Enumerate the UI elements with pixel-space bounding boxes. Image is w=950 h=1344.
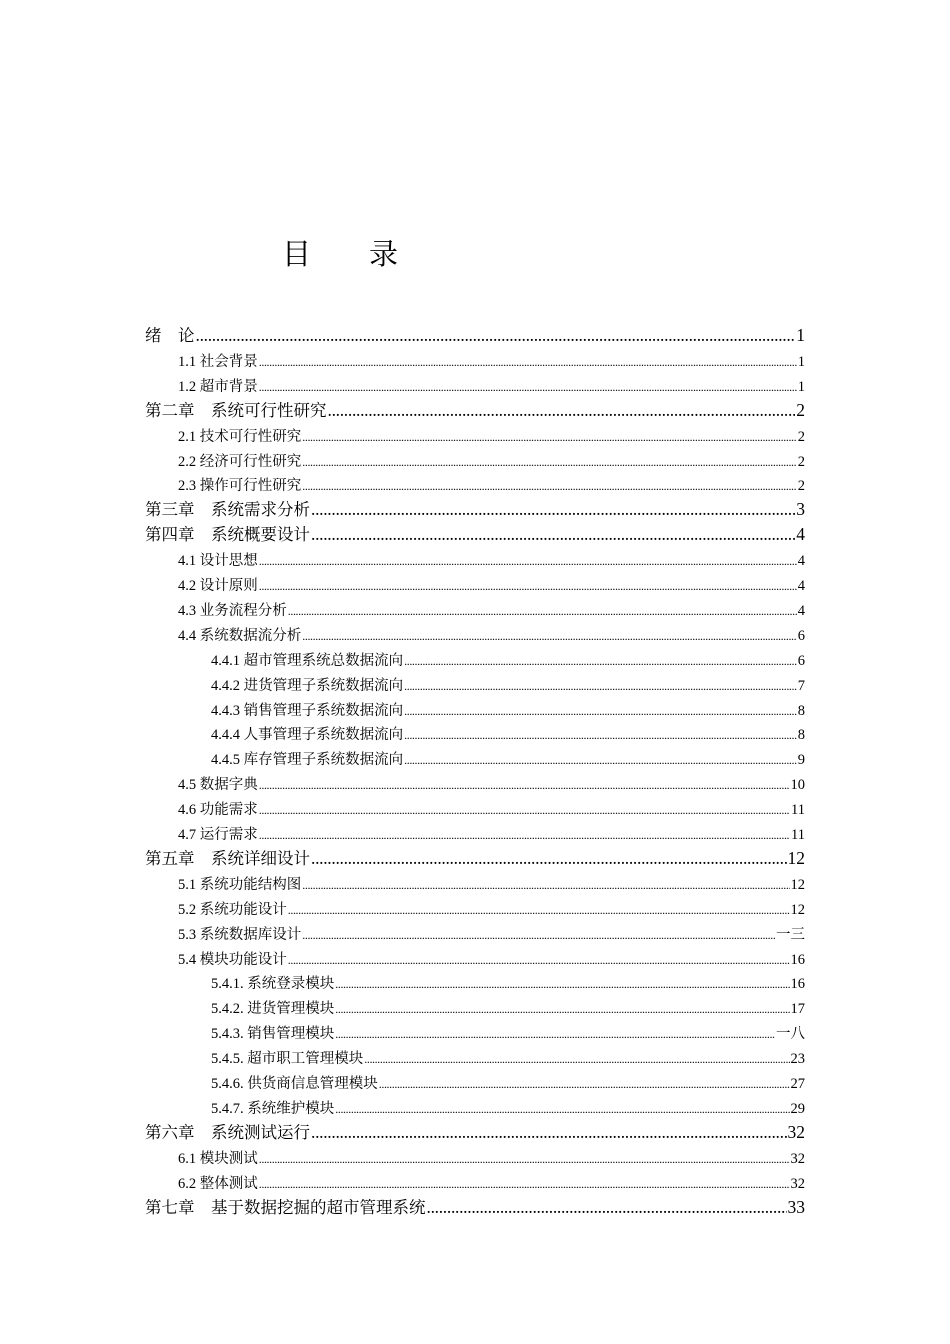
toc-entry-page: 4 bbox=[797, 553, 805, 570]
toc-entry-page: 6 bbox=[797, 652, 805, 669]
toc-entry-page: 4 bbox=[796, 524, 805, 545]
toc-dot-leader bbox=[311, 499, 795, 520]
toc-entry-label: 4.4.1 超市管理系统总数据流向 bbox=[211, 652, 404, 669]
toc-entry[interactable] bbox=[0, 872, 950, 897]
toc-entry-label: 4.4 系统数据流分析 bbox=[178, 627, 302, 644]
toc-entry[interactable] bbox=[0, 1146, 950, 1171]
toc-entry[interactable] bbox=[0, 1046, 950, 1071]
toc-entry-label: 4.4.4 人事管理子系统数据流向 bbox=[211, 727, 404, 744]
toc-entry[interactable] bbox=[0, 1021, 950, 1046]
toc-dot-leader bbox=[335, 1002, 789, 1017]
toc-dot-leader bbox=[328, 400, 796, 421]
toc-entry-page: 2 bbox=[797, 453, 805, 470]
toc-entry[interactable] bbox=[0, 473, 950, 498]
toc-dot-leader bbox=[302, 455, 797, 470]
toc-entry-page: 1 bbox=[797, 378, 805, 395]
toc-entry-page: 4 bbox=[797, 578, 805, 594]
toc-entry[interactable] bbox=[0, 598, 950, 623]
toc-dot-leader bbox=[288, 953, 790, 968]
toc-entry[interactable] bbox=[0, 922, 950, 947]
toc-entry[interactable] bbox=[0, 399, 950, 424]
toc-entry-page: 8 bbox=[797, 727, 805, 744]
toc-entry-label: 2.2 经济可行性研究 bbox=[178, 453, 302, 470]
toc-entry-page: 2 bbox=[797, 428, 805, 445]
toc-entry-label: 第三章 系统需求分析 bbox=[145, 500, 310, 520]
toc-entry-label: 第七章 基于数据挖掘的超市管理系统 bbox=[145, 1197, 426, 1217]
toc-entry-page: 6 bbox=[797, 627, 805, 644]
toc-entry-page: 12 bbox=[790, 876, 805, 893]
toc-entry-label: 1.2 超市背景 bbox=[178, 378, 258, 395]
toc-dot-leader bbox=[404, 753, 797, 768]
toc-dot-leader bbox=[259, 554, 797, 569]
toc-entry-page: 一三 bbox=[776, 926, 805, 943]
toc-dot-leader bbox=[302, 878, 789, 893]
toc-entry-page: 32 bbox=[790, 1175, 805, 1192]
toc-entry-page: 10 bbox=[790, 777, 805, 794]
toc-entry-page: 1 bbox=[797, 353, 805, 370]
toc-entry-label: 2.1 技术可行性研究 bbox=[178, 428, 302, 445]
toc-entry-page: 2 bbox=[796, 399, 805, 420]
toc-entry-page: 33 bbox=[787, 1196, 805, 1217]
toc-entry[interactable] bbox=[0, 947, 950, 972]
toc-entry-page: 12 bbox=[790, 901, 805, 918]
toc-entry-page: 23 bbox=[790, 1051, 805, 1068]
toc-entry-page: 8 bbox=[797, 702, 805, 719]
toc-dot-leader bbox=[259, 778, 790, 793]
toc-entry-label: 第六章 系统测试运行 bbox=[145, 1122, 310, 1142]
toc-entry[interactable] bbox=[0, 971, 950, 996]
toc-entry-label: 4.4.5 库存管理子系统数据流向 bbox=[211, 752, 404, 769]
toc-entry[interactable] bbox=[0, 747, 950, 772]
toc-entry[interactable] bbox=[0, 1096, 950, 1121]
toc-entry-page: 3 bbox=[796, 499, 805, 520]
toc-dot-leader bbox=[196, 325, 796, 346]
toc-entry-label: 4.1 设计思想 bbox=[178, 553, 258, 570]
toc-dot-leader bbox=[302, 629, 797, 644]
toc-dot-leader bbox=[288, 604, 797, 619]
toc-entry[interactable] bbox=[0, 897, 950, 922]
toc-entry-page: 11 bbox=[791, 827, 805, 843]
toc-entry[interactable] bbox=[0, 797, 950, 822]
toc-dot-leader bbox=[302, 430, 797, 445]
toc-entry-label: 第四章 系统概要设计 bbox=[145, 525, 310, 545]
toc-dot-leader bbox=[311, 524, 795, 545]
toc-entry-label: 6.1 模块测试 bbox=[178, 1150, 258, 1167]
toc-entry-label: 绪 论 bbox=[145, 326, 195, 345]
toc-entry[interactable] bbox=[0, 698, 950, 723]
toc-entry-label: 第二章 系统可行性研究 bbox=[145, 400, 327, 420]
toc-dot-leader bbox=[364, 1052, 789, 1067]
toc-entry[interactable] bbox=[0, 722, 950, 747]
toc-entry-label: 5.3 系统数据库设计 bbox=[178, 926, 302, 943]
toc-entry-label: 1.1 社会背景 bbox=[178, 353, 258, 370]
toc-dot-leader bbox=[288, 903, 790, 918]
toc-entry[interactable] bbox=[0, 648, 950, 673]
toc-entry[interactable] bbox=[0, 673, 950, 698]
toc-entry-label: 5.2 系统功能设计 bbox=[178, 901, 287, 918]
toc-entry-label: 5.4.1. 系统登录模块 bbox=[211, 976, 335, 993]
toc-entry-page: 2 bbox=[797, 478, 805, 495]
toc-entry[interactable] bbox=[0, 449, 950, 474]
toc-entry[interactable] bbox=[0, 1171, 950, 1196]
toc-entry[interactable] bbox=[0, 523, 950, 548]
toc-title: 目 录 bbox=[282, 237, 399, 271]
toc-entry-page: 1 bbox=[796, 325, 805, 345]
toc-entry[interactable] bbox=[0, 996, 950, 1021]
toc-entry[interactable] bbox=[0, 772, 950, 797]
toc-entry-page: 11 bbox=[791, 802, 805, 819]
toc-dot-leader bbox=[259, 1177, 790, 1192]
toc-entry-page: 29 bbox=[790, 1100, 805, 1117]
toc-entry[interactable] bbox=[0, 1196, 950, 1221]
toc-entry-page: 12 bbox=[787, 847, 805, 868]
toc-dot-leader bbox=[404, 704, 797, 719]
toc-entry-label: 5.4.5. 超市职工管理模块 bbox=[211, 1051, 364, 1068]
toc-dot-leader bbox=[259, 355, 797, 370]
toc-entry-page: 16 bbox=[790, 976, 805, 993]
toc-entry[interactable] bbox=[0, 623, 950, 648]
toc-entry-page: 4 bbox=[797, 602, 805, 619]
toc-dot-leader bbox=[259, 803, 790, 818]
toc-dot-leader bbox=[259, 1152, 790, 1167]
toc-entry-label: 5.4 模块功能设计 bbox=[178, 951, 287, 968]
toc-entry-page: 27 bbox=[790, 1076, 805, 1092]
toc-dot-leader bbox=[259, 380, 797, 395]
toc-entry[interactable] bbox=[0, 374, 950, 399]
toc-entry-label: 6.2 整体测试 bbox=[178, 1175, 258, 1192]
toc-dot-leader bbox=[379, 1077, 790, 1092]
toc-entry[interactable] bbox=[0, 1121, 950, 1146]
toc-entry[interactable] bbox=[0, 424, 950, 449]
toc-dot-leader bbox=[404, 654, 797, 669]
toc-dot-leader bbox=[404, 679, 797, 694]
toc-entry-label: 4.5 数据字典 bbox=[178, 777, 258, 794]
toc-entry-page: 17 bbox=[790, 1001, 805, 1018]
toc-entry-page: 9 bbox=[797, 752, 805, 769]
toc-dot-leader bbox=[311, 848, 787, 869]
toc-entry-page: 7 bbox=[797, 677, 805, 694]
toc-entry[interactable] bbox=[0, 324, 950, 349]
toc-entry-page: 16 bbox=[790, 951, 805, 968]
toc-entry-label: 5.4.3. 销售管理模块 bbox=[211, 1026, 335, 1043]
toc-entry[interactable] bbox=[0, 548, 950, 573]
toc-entry[interactable] bbox=[0, 847, 950, 872]
toc-dot-leader bbox=[302, 928, 775, 943]
toc-entry-page: 32 bbox=[787, 1121, 805, 1142]
toc-dot-leader bbox=[335, 1027, 775, 1042]
toc-entry-label: 第五章 系统详细设计 bbox=[145, 848, 310, 868]
toc-entry-label: 4.2 设计原则 bbox=[178, 578, 258, 594]
toc-dot-leader bbox=[335, 1102, 789, 1117]
toc-entry[interactable] bbox=[0, 498, 950, 523]
toc-entry-label: 5.1 系统功能结构图 bbox=[178, 876, 302, 893]
toc-entry-label: 4.7 运行需求 bbox=[178, 827, 258, 843]
toc-dot-leader bbox=[427, 1197, 787, 1218]
toc-entry[interactable] bbox=[0, 573, 950, 598]
toc-entry-label: 4.4.2 进货管理子系统数据流向 bbox=[211, 677, 404, 694]
toc-entry-label: 5.4.6. 供货商信息管理模块 bbox=[211, 1076, 378, 1092]
toc-entry-page: 32 bbox=[790, 1150, 805, 1167]
toc-dot-leader bbox=[311, 1122, 787, 1143]
toc-dot-leader bbox=[259, 828, 790, 843]
toc-dot-leader bbox=[404, 728, 797, 743]
toc-entry[interactable] bbox=[0, 822, 950, 847]
toc-entry[interactable] bbox=[0, 1071, 950, 1096]
toc-entry-page: 一八 bbox=[776, 1026, 805, 1043]
toc-dot-leader bbox=[259, 579, 797, 594]
toc-entry-label: 2.3 操作可行性研究 bbox=[178, 478, 302, 495]
toc-entry-label: 4.3 业务流程分析 bbox=[178, 602, 287, 619]
toc-entry-label: 5.4.7. 系统维护模块 bbox=[211, 1100, 335, 1117]
toc-dot-leader bbox=[335, 977, 789, 992]
toc-entry-label: 4.6 功能需求 bbox=[178, 802, 258, 819]
toc-entry-label: 4.4.3 销售管理子系统数据流向 bbox=[211, 702, 404, 719]
toc-dot-leader bbox=[302, 479, 797, 494]
toc-entry[interactable] bbox=[0, 349, 950, 374]
toc-entry-label: 5.4.2. 进货管理模块 bbox=[211, 1001, 335, 1018]
